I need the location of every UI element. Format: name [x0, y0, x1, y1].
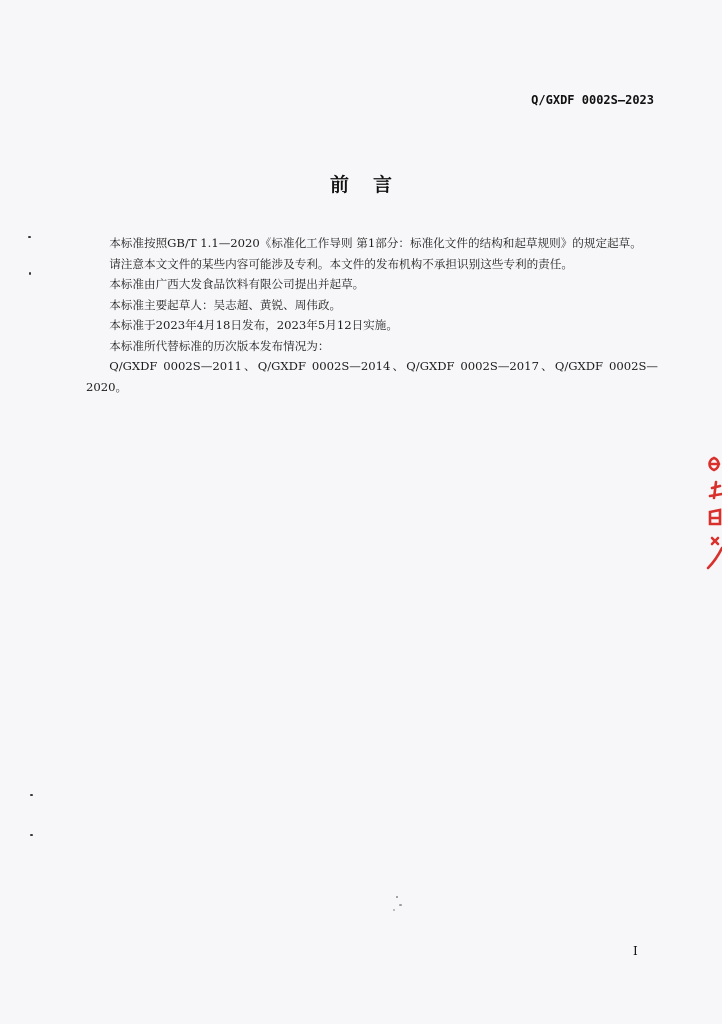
paragraph-history-versions: Q/GXDF 0002S—2011、Q/GXDF 0002S—2014、Q/GXDF 0002S—2017、Q/GXDF 0002S—2020。: [86, 359, 658, 394]
paragraph-drafters: 本标准主要起草人：吴志超、黄锐、周伟政。: [109, 297, 342, 312]
scan-speck: [30, 794, 33, 796]
scan-speck: [396, 896, 398, 898]
foreword-body: [86, 233, 658, 397]
paragraph-patent-notice: 请注意本文文件的某些内容可能涉及专利。本文件的发布机构不承担识别这些专利的责任。: [109, 256, 573, 271]
scan-speck: [28, 236, 31, 238]
scan-speck: [30, 834, 33, 836]
scan-speck: [399, 904, 402, 906]
page-number: I: [633, 944, 638, 958]
seal-stamp-fragment: [700, 452, 722, 570]
paragraph-proposer: 本标准由广西大发食品饮料有限公司提出并起草。: [109, 277, 365, 291]
paragraph-dates: 本标准于2023年4月18日发布，2023年5月12日实施。: [109, 318, 398, 332]
document-code: Q/GXDF 0002S—2023: [531, 93, 654, 107]
paragraph-drafting-rules: 本标准按照GB/T 1.1—2020《标准化工作导则 第1部分：标准化文件的结构和起草规则》的规定起草。: [109, 236, 642, 250]
scan-speck: [393, 909, 395, 911]
page-title: 前言: [329, 174, 416, 196]
paragraph-history-intro: 本标准所代替标准的历次版本发布情况为：: [109, 338, 330, 353]
scan-speck: [29, 272, 31, 275]
